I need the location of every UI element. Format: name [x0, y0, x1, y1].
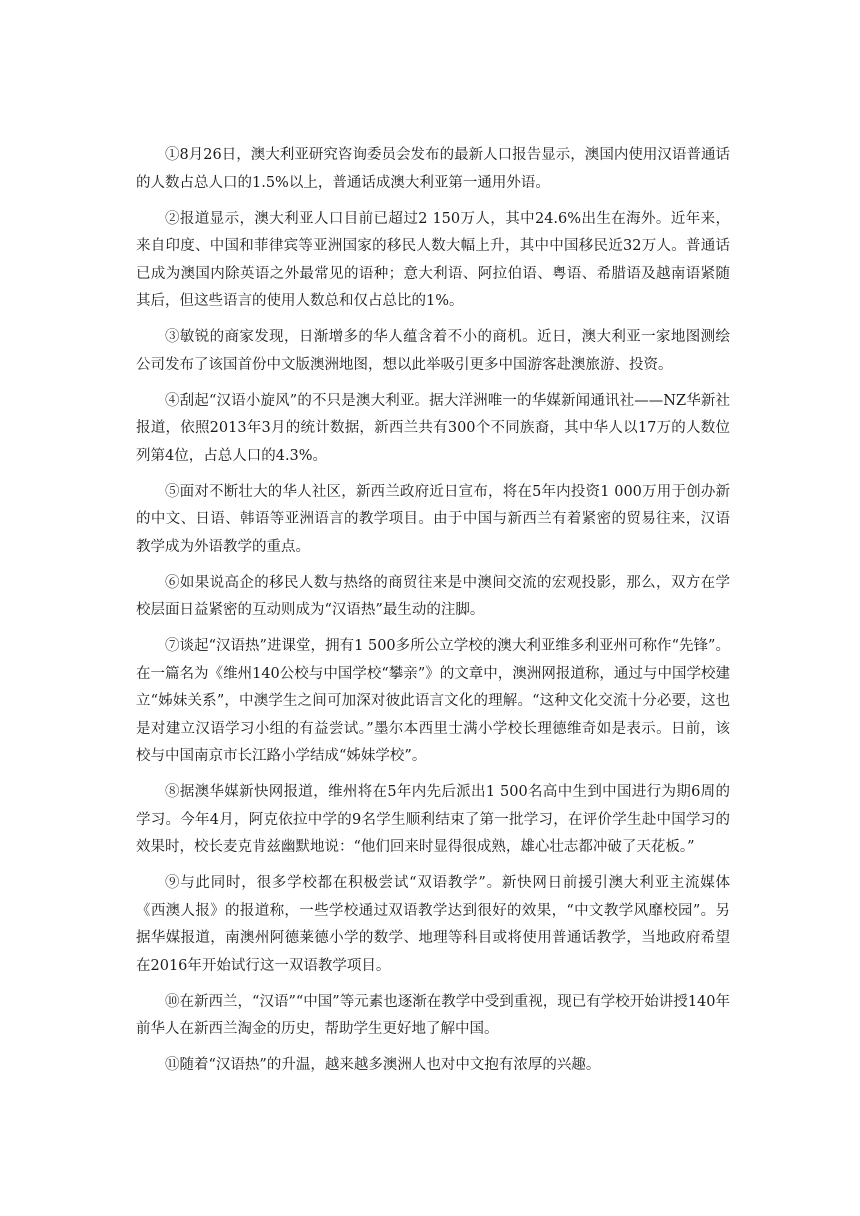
- article-body: [136, 142, 730, 1088]
- paragraph-9: ⑨与此同时，很多学校都在积极尝试“双语教学”。新快网日前援引澳大利亚主流媒体《西澳人报》的报道称，一些学校通过双语教学达到很好的效果，“中文教学风靡校园”。另据华媒报道，南澳州阿德莱德小学的数学、地理等科目或将使用普通话教学，当地政府希望在2016年开始试行这一双语教学项目。: [136, 875, 730, 974]
- paragraph-4: ④刮起“汉语小旋风”的不只是澳大利亚。据大洋洲唯一的华媒新闻通讯社——NZ华新社报道，依照2013年3月的统计数据，新西兰共有300个不同族裔，其中华人以17万的人数位列第4位，占总人口的4.3%。: [136, 392, 730, 464]
- paragraph-7: ⑦谈起“汉语热”进课堂，拥有1 500多所公立学校的澳大利亚维多利亚州可称作“先锋”。在一篇名为《维州140公校与中国学校“攀亲”》的文章中，澳洲网报道称，通过与中国学校建立“姊妹关系”，中澳学生之间可加深对彼此语言文化的理解。“这种文化交流十分必要，这也是对建立汉语学习小组的有益尝试。”墨尔本西里士满小学校长理德维奇如是表示。日前，该校与中国南京市长江路小学结成“姊妹学校”。: [136, 638, 730, 764]
- paragraph-2: ②报道显示，澳大利亚人口目前已超过2 150万人，其中24.6%出生在海外。近年来，来自印度、中国和菲律宾等亚洲国家的移民人数大幅上升，其中中国移民近32万人。普通话已成为澳国内除英语之外最常见的语种；意大利语、阿拉伯语、粤语、希腊语及越南语紧随其后，但这些语言的使用人数总和仅占总比的1%。: [136, 210, 730, 309]
- paragraph-6: ⑥如果说高企的移民人数与热络的商贸往来是中澳间交流的宏观投影，那么，双方在学校层面日益紧密的互动则成为“汉语热”最生动的注脚。: [136, 574, 730, 618]
- paragraph-10: ⑩在新西兰，“汉语”“中国”等元素也逐渐在教学中受到重视，现已有学校开始讲授140年前华人在新西兰淘金的历史，帮助学生更好地了解中国。: [136, 993, 730, 1037]
- paragraph-5: ⑤面对不断壮大的华人社区，新西兰政府近日宣布，将在5年内投资1 000万用于创办新的中文、日语、韩语等亚洲语言的教学项目。由于中国与新西兰有着紧密的贸易往来，汉语教学成为外语教学的重点。: [136, 483, 730, 555]
- paragraph-1: ①8月26日，澳大利亚研究咨询委员会发布的最新人口报告显示，澳国内使用汉语普通话的人数占总人口的1.5%以上，普通话成澳大利亚第一通用外语。: [136, 147, 730, 191]
- paragraph-3: ③敏锐的商家发现，日渐增多的华人蕴含着不小的商机。近日，澳大利亚一家地图测绘公司发布了该国首份中文版澳洲地图，想以此举吸引更多中国游客赴澳旅游、投资。: [136, 329, 730, 373]
- paragraph-8: ⑧据澳华媒新快网报道，维州将在5年内先后派出1 500名高中生到中国进行为期6周的学习。今年4月，阿克依拉中学的9名学生顺利结束了第一批学习，在评价学生赴中国学习的效果时，校长麦克肯兹幽默地说：“他们回来时显得很成熟，雄心壮志都冲破了天花板。”: [136, 784, 730, 855]
- paragraph-11: ⑪随着“汉语热”的升温，越来越多澳洲人也对中文抱有浓厚的兴趣。: [165, 1057, 601, 1073]
